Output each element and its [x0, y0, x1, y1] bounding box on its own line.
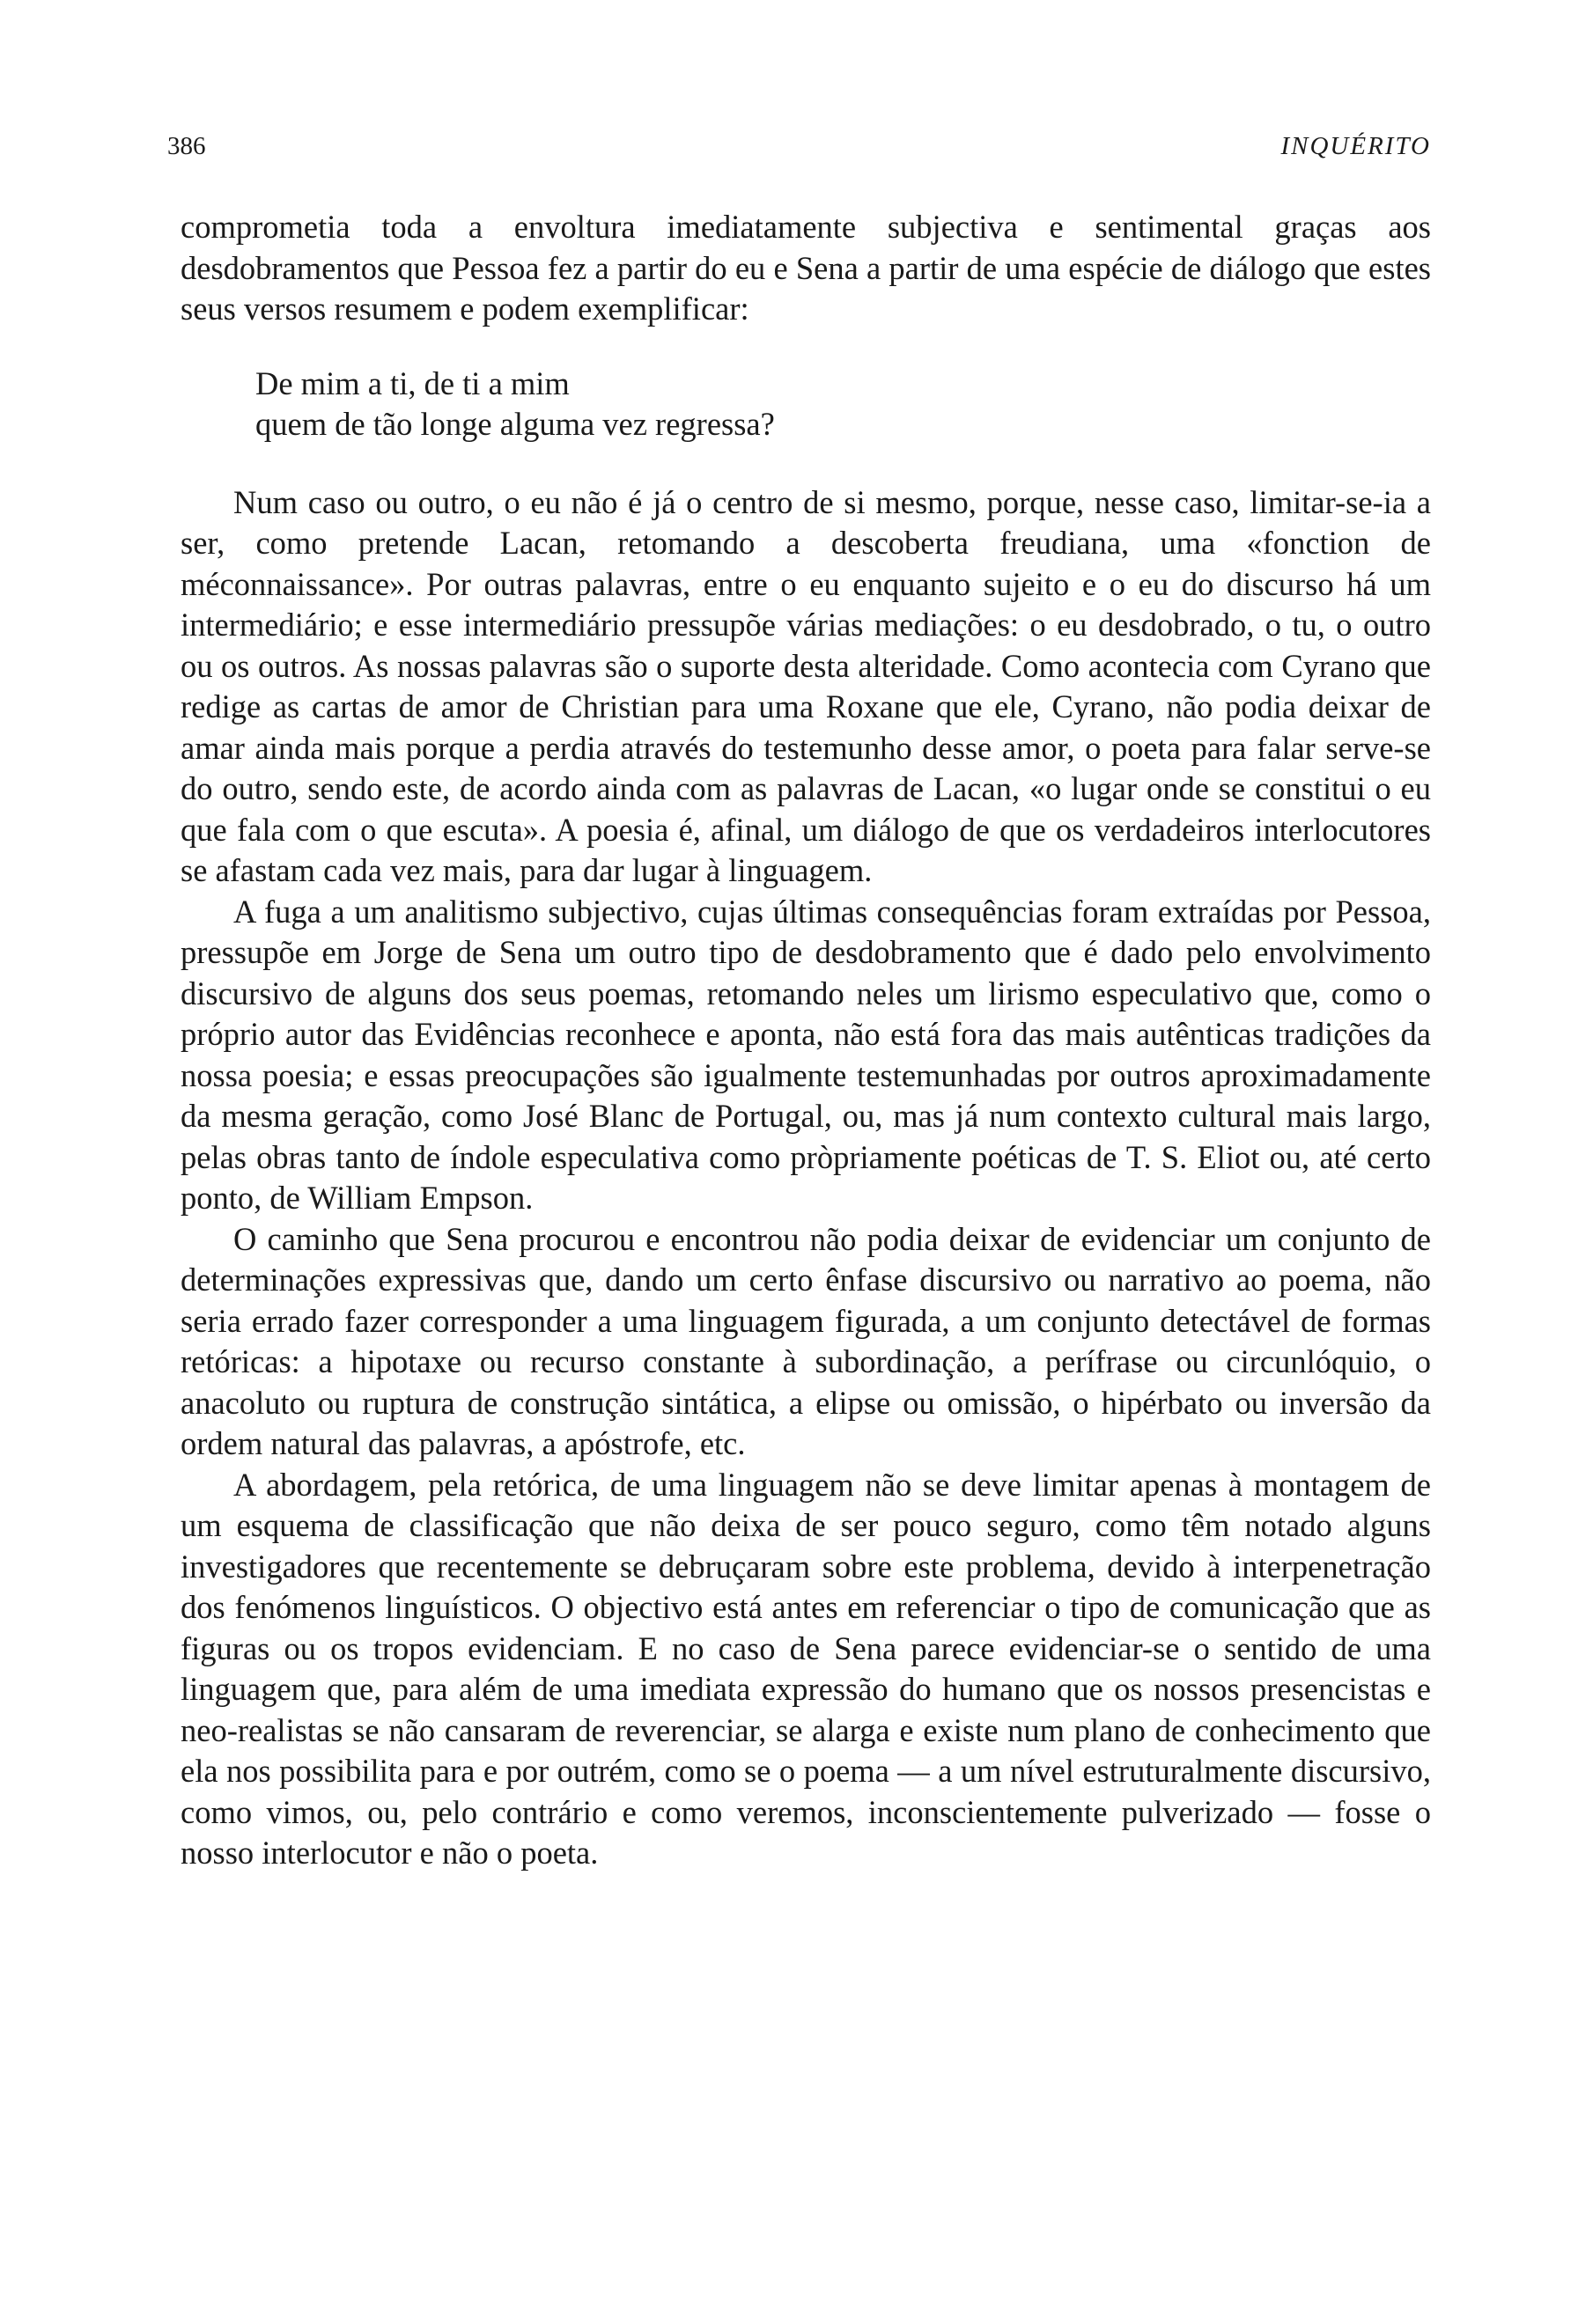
paragraph-3: O caminho que Sena procurou e encontrou não podia deixar de evidenciar um conjunto de determinações expressivas que, dando um certo ênfase discursivo ou narrativo ao poema, não seria errado fazer corresponder a uma linguagem figurada, a um conjunto detectável de formas retóricas: a hipotaxe ou recurso constante à subordinação, a perífrase ou circunlóquio, o anacoluto ou ruptura de construção sintática, a elipse ou omissão, o hipérbato ou inversão da ordem natural das palavras, a apóstrofe, etc. — [181, 1220, 1431, 1461]
verse-quotation — [255, 364, 1431, 445]
paragraph-4: A abordagem, pela retórica, de uma linguagem não se deve limitar apenas à montagem de um esquema de classificação que não deixa de ser pouco seguro, como têm notado alguns investigadores que recentemente se debruçaram sobre este problema, devido à interpenetração dos fenómenos linguísticos. O objectivo está antes em referenciar o tipo de comunicação que as figuras ou os tropos evidenciam. E no caso de Sena parece evidenciar-se o sentido de uma linguagem que, para além de uma imediata expressão do humano que os nossos presencistas e neo-realistas se não cansaram de reverenciar, se alarga e existe num plano de conhecimento que ela nos possibilita para e por outrém, como se o poema — a um nível estruturalmente discursivo, como vimos, ou, pelo contrário e como veremos, inconscientemente pulverizado — fosse o nosso interlocutor e não o poeta. — [181, 1466, 1431, 1871]
running-header — [167, 132, 1431, 167]
body-text — [181, 207, 1431, 1874]
verse-line-2: quem de tão longe alguma vez regressa? — [255, 406, 775, 442]
page-number: 386 — [167, 132, 206, 160]
paragraph-1: Num caso ou outro, o eu não é já o centro de si mesmo, porque, nesse caso, limitar-se-ia a ser, como pretende Lacan, retomando a descoberta freudiana, uma «fonction de méconnaissance». Por outras palavras, entre o eu enquanto sujeito e o eu do discurso há um intermediário; e esse intermediário pressupõe várias mediações: o eu desdobrado, o tu, o outro ou os outros. As nossas palavras são o suporte desta alteridade. Como acontecia com Cyrano que redige as cartas de amor de Christian para uma Roxane que ele, Cyrano, não podia deixar de amar ainda mais porque a perdia através do testemunho desse amor, o poeta para falar serve-se do outro, sendo este, de acordo ainda com as palavras de Lacan, «o lugar onde se constitui o eu que fala com o que escuta». A poesia é, afinal, um diálogo de que os verdadeiros interlocutores se afastam cada vez mais, para dar lugar à linguagem. — [181, 483, 1431, 888]
verse-line-1: De mim a ti, de ti a mim — [255, 364, 570, 401]
paragraph-2: A fuga a um analitismo subjectivo, cujas últimas consequências foram extraídas por Pessoa, pressupõe em Jorge de Sena um outro tipo de desdobramento que é dado pelo envolvimento discursivo de alguns dos seus poemas, retomando neles um lirismo especulativo que, como o próprio autor das Evidências reconhece e aponta, não está fora das mais autênticas tradições da nossa poesia; e essas preocupações são igualmente testemunhadas por outros aproximadamente da mesma geração, como José Blanc de Portugal, ou, mas já num contexto cultural mais largo, pelas obras tanto de índole especulativa como pròpriamente poéticas de T. S. Eliot ou, até certo ponto, de William Empson. — [181, 893, 1431, 1216]
paragraph-continuation: comprometia toda a envoltura imediatamente subjectiva e sentimental graças aos desdobramentos que Pessoa fez a partir do eu e Sena a partir de uma espécie de diálogo que estes seus versos resumem e podem exemplificar: — [181, 209, 1431, 327]
book-page — [167, 0, 1431, 2324]
running-title: INQUÉRITO — [1280, 132, 1431, 160]
